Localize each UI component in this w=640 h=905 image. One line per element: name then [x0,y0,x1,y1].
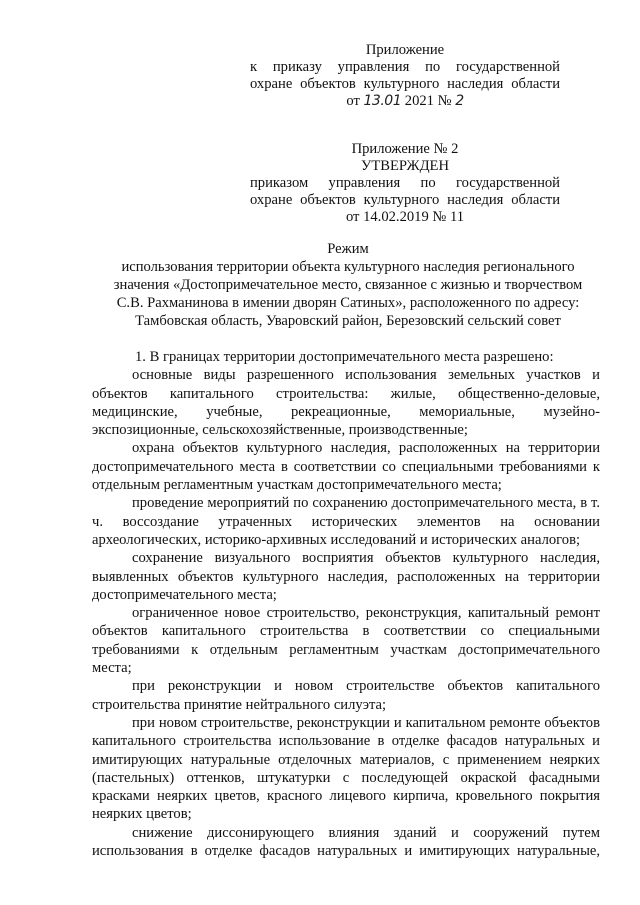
paragraph-limited-construction: ограниченное новое строительство, реконструкция, капитальный ремонт объектов капитального строительства в соответствии со специальными требованиями к отдельным регламентным участкам достопримечательного места; [92,605,600,677]
appendix-2-line2: охране объектов культурного наследия области [250,192,560,208]
appendix-1-line2: охране объектов культурного наследия области [250,76,560,92]
regime-line-1: использования территории объекта культурного наследия регионального [121,259,575,275]
paragraph-neutral-silhouette: при реконструкции и новом строительстве объектов капитального строительства принятие нейтрального силуэта; [92,678,600,713]
appendix-2-approved: УТВЕРЖДЕН [361,158,449,174]
paragraph-visual-perception: сохранение визуального восприятия объектов культурного наследия, выявленных объектов культурного наследия, расположенных на территории достопримечательного места; [92,550,600,603]
appendix-1-header [250,42,560,110]
paragraph-protection: охрана объектов культурного наследия, расположенных на территории достопримечательного места в соответствии со специальными требованиями к отдельным регламентным участкам достопримечательного места; [92,440,600,494]
regime-line-2: значения «Достопримечательное место, связанное с жизнью и творчеством [113,277,583,293]
appendix-1-line1: к приказу управления по государственной [250,59,560,75]
appendix-2-title: Приложение № 2 [351,141,459,157]
paragraph-preservation-measures: проведение мероприятий по сохранению достопримечательного места, в т. ч. воссоздание утраченных исторических элементов на основании археологических, историко-архивных исследований и исторических аналогов; [92,495,600,548]
appendix-2-header [250,141,560,226]
appendix-1-title: Приложение [365,42,445,58]
regime-title-block [92,240,604,330]
paragraph-dissonance-reduction: снижение диссонирующего влияния зданий и сооружений путем использования в отделке фасадов натуральных и имитирующих натуральные, [92,824,600,860]
regime-line-3: С.В. Рахманинова в имении дворян Сатиных», расположенного по адресу: [116,295,580,311]
appendix-1-date-prefix: от [346,93,360,109]
regime-title: Режим [327,241,369,257]
appendix-2-line1: приказом управления по государственной [250,175,560,191]
appendix-1-date-handwritten: 13.01 [363,93,402,109]
appendix-2-line3: от 14.02.2019 № 11 [345,209,465,225]
regime-line-4: Тамбовская область, Уваровский район, Березовский сельский совет [135,313,561,329]
appendix-1-date-line [250,93,560,110]
paragraph-permitted-uses: основные виды разрешенного использования земельных участков и объектов капитального строительства: жилые, общественно-деловые, медицинские, учебные, рекреационные, мемориальные, музейно-экспозиционные, сельскохозяйственные, производственные; [92,367,600,439]
paragraph-facade-materials: при новом строительстве, реконструкции и капитальном ремонте объектов капитального строительства использование в отделке фасадов натуральных и имитирующих натуральные отделочных материалов, с применением неярких (пастельных) оттенков, штукатурки с последующей окраской фасадными красками неярких цветов, красного лицевого кирпича, кровельного покрытия неярких цветов; [92,714,600,823]
document-body [92,348,600,860]
appendix-1-year-num: 2021 № [404,93,452,109]
section-heading: 1. В границах территории достопримечательного места разрешено: [135,349,554,365]
appendix-1-number-handwritten: 2 [455,93,464,109]
